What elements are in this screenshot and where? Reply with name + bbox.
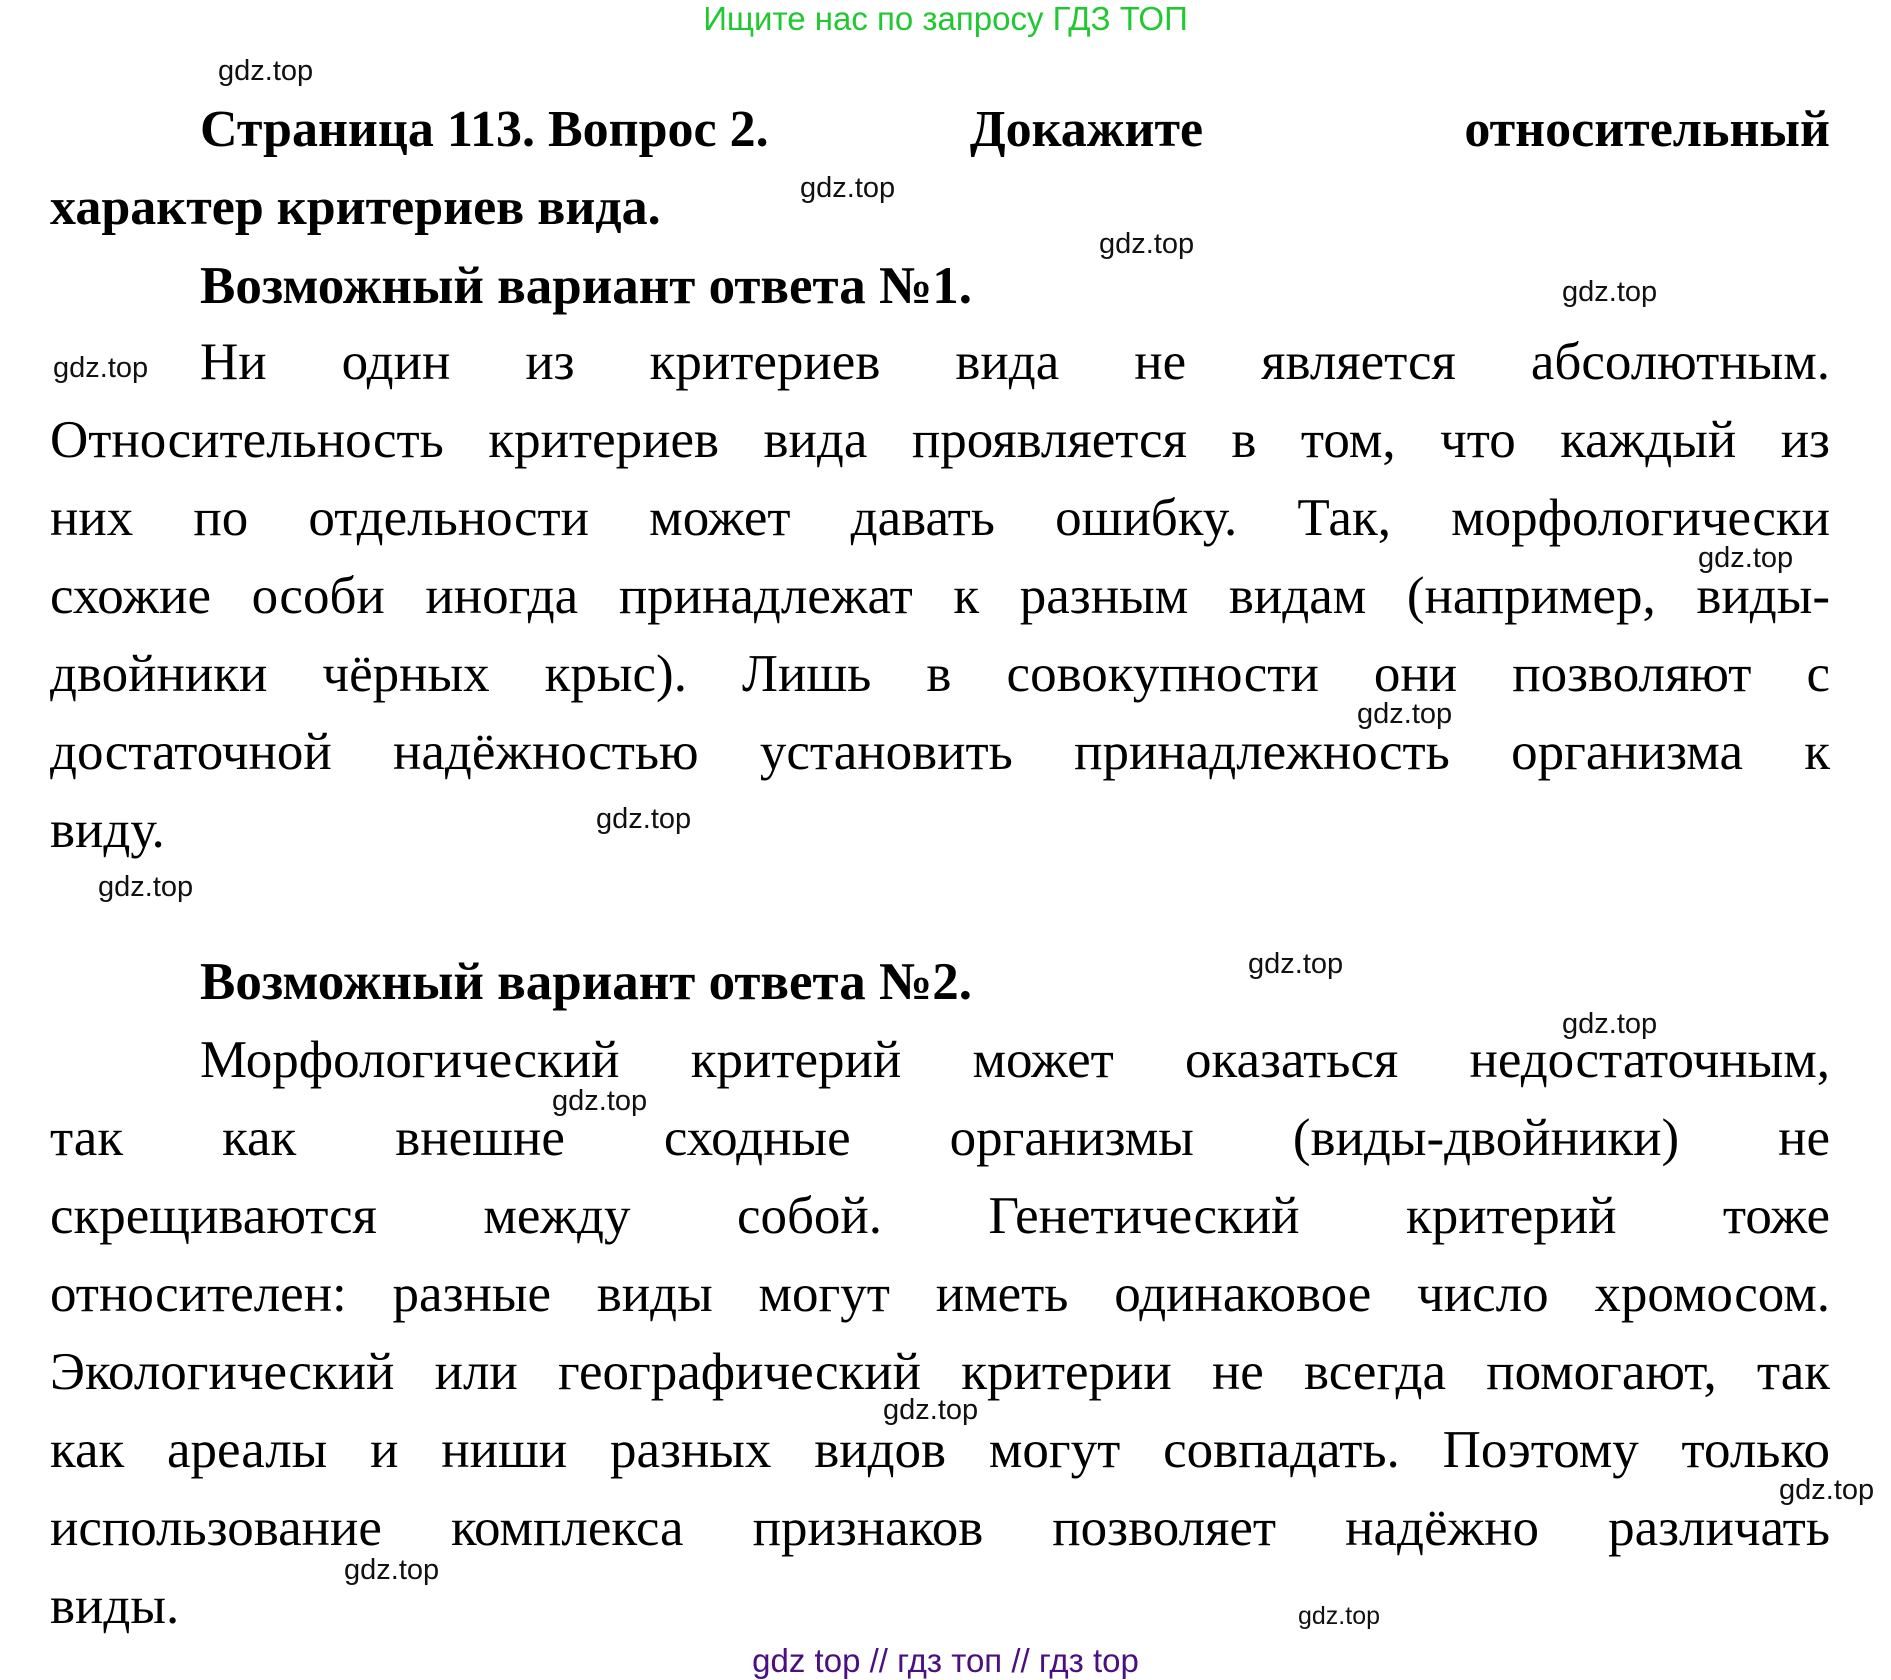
answer1-line: схожие особи иногда принадлежат к разным видам (например, виды- <box>50 567 1830 625</box>
answer1-line: достаточной надёжностью установить принадлежность организма к <box>50 723 1830 781</box>
watermark: gdz.top <box>1248 948 1344 980</box>
answer2-line: относителен: разные виды могут иметь одинаковое число хромосом. <box>50 1265 1830 1323</box>
page-title-question: Страница 113. Вопрос 2. <box>200 101 769 158</box>
watermark: gdz.top <box>596 803 692 835</box>
watermark: gdz.top <box>1357 698 1453 730</box>
watermark: gdz.top <box>1298 1602 1381 1630</box>
watermark: gdz.top <box>1562 276 1658 308</box>
watermark: gdz.top <box>1099 228 1195 260</box>
answer1-line: виду. <box>50 801 165 859</box>
watermark: gdz.top <box>552 1085 648 1117</box>
watermark: gdz.top <box>1562 1008 1658 1040</box>
watermark: gdz.top <box>344 1554 440 1586</box>
answer2-line: скрещиваются между собой. Генетический критерий тоже <box>50 1187 1830 1245</box>
page-title-line-2: характер критериев вида. <box>50 179 661 236</box>
promo-banner-top: Ищите нас по запросу ГДЗ ТОП <box>703 0 1188 37</box>
page-title-line-1 <box>50 98 1830 162</box>
answer2-line: Экологический или географический критерии не всегда помогают, так <box>50 1343 1830 1401</box>
answer2-line: Морфологический критерий может оказаться недостаточным, <box>200 1031 1830 1089</box>
answer2-line: как ареалы и ниши разных видов могут совпадать. Поэтому только <box>50 1421 1830 1479</box>
promo-banner-bottom: gdz top // гдз топ // гдз top <box>752 1642 1139 1679</box>
answer1-heading: Возможный вариант ответа №1. <box>200 257 972 315</box>
answer2-line: использование комплекса признаков позволяет надёжно различать <box>50 1499 1830 1557</box>
answer1-line: Ни один из критериев вида не является абсолютным. <box>200 333 1830 391</box>
watermark: gdz.top <box>883 1394 979 1426</box>
answer1-line: Относительность критериев вида проявляется в том, что каждый из <box>50 411 1830 469</box>
watermark: gdz.top <box>218 55 314 87</box>
page-title-relative: относительный <box>1464 101 1830 158</box>
watermark: gdz.top <box>53 352 149 384</box>
answer1-line: них по отдельности может давать ошибку. Так, морфологически <box>50 489 1830 547</box>
watermark: gdz.top <box>800 172 896 204</box>
answer2-line: виды. <box>50 1577 180 1635</box>
answer2-line: так как внешне сходные организмы (виды-двойники) не <box>50 1109 1830 1167</box>
watermark: gdz.top <box>98 871 194 903</box>
page-title-prove: Докажите <box>969 101 1204 158</box>
answer2-heading: Возможный вариант ответа №2. <box>200 953 972 1011</box>
answer1-line: двойники чёрных крыс). Лишь в совокупности они позволяют с <box>50 645 1830 703</box>
watermark: gdz.top <box>1698 542 1794 574</box>
watermark: gdz.top <box>1779 1474 1875 1506</box>
